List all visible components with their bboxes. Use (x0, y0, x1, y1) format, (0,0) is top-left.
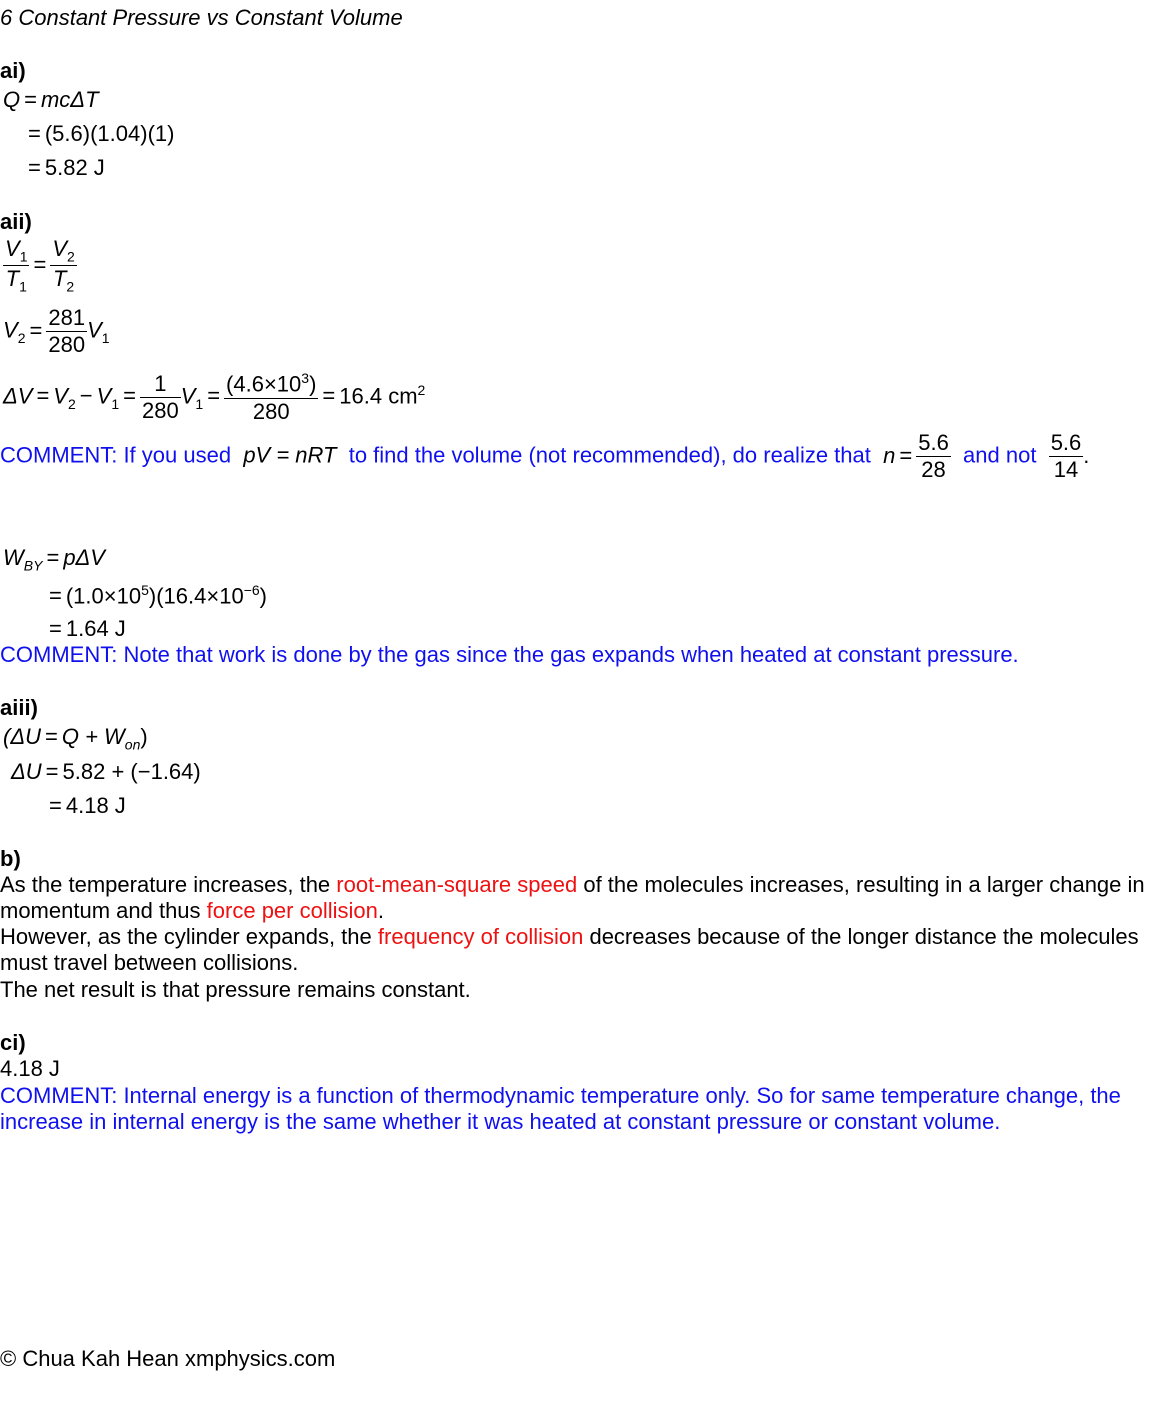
section-label-ai: ai) (0, 58, 26, 83)
equation-aii-charles-law: $\frac{V_1}{T_1}$ = $\frac{V_2}{T_2}$ (5, 236, 75, 295)
equation-aii-work-line1: $W_{BY} = p\Delta V$ (3, 545, 105, 574)
equation-aiii-line1: $(\Delta U = Q + W_{on})$ (3, 724, 148, 753)
comment-aii-moles: COMMENT: If you used pV = nRT to find the volume (not recommended), do realize that n = $\frac{5.6}{28}$ and not $\frac{5.6}{14}$ . (0, 430, 1090, 483)
equation-ai-line1: Q = mcΔT (3, 87, 99, 112)
equation-aiii-line2: ΔU = 5.82 + (−1.64) (11, 759, 201, 784)
equation-aii-work-line2: = $(1.0\times 10^5)(16.4\times 10^{-6})$ (49, 582, 267, 609)
equation-aii-delta-v: $\Delta V = V_2 - V_1$ = $\frac{1}{280}$ $V_1$ = $\frac{(4.6\times 10^3)}{280}$ = 16.4 $cm^2$ (3, 370, 426, 424)
comment-aii-work: COMMENT: Note that work is done by the gas since the gas expands when heated at constant pressure. (0, 642, 1019, 667)
paragraph-b-2: However, as the cylinder expands, the frequency of collision decreases because of the longer distance the molecules must travel between collisions. (0, 924, 1139, 975)
footer-copyright: © Chua Kah Hean xmphysics.com (0, 1346, 336, 1371)
page-title: 6 Constant Pressure vs Constant Volume (0, 5, 403, 30)
equation-ai-line2: = (5.6)(1.04)(1) (28, 121, 175, 146)
section-label-aiii: aiii) (0, 695, 38, 720)
section-label-aii: aii) (0, 209, 32, 234)
section-label-b: b) (0, 846, 21, 871)
paragraph-b-3: The net result is that pressure remains constant. (0, 977, 471, 1002)
equation-aii-work-line3: = 1.64 J (49, 616, 126, 641)
equation-aiii-line3: = 4.18 J (49, 793, 126, 818)
equation-ai-line3: = 5.82 J (28, 155, 105, 180)
paragraph-b-1: As the temperature increases, the root-mean-square speed of the molecules increases, resulting in a larger change in momentum and thus force per collision. (0, 872, 1145, 923)
equation-aii-v2: $V_2$ = $\frac{281}{280}$ $V_1$ (3, 305, 110, 358)
answer-ci: 4.18 J (0, 1056, 60, 1081)
comment-ci: COMMENT: Internal energy is a function of thermodynamic temperature only. So for same temperature change, the increase in internal energy is the same whether it was heated at constant pressure or constant volume. (0, 1083, 1121, 1134)
section-label-ci: ci) (0, 1030, 26, 1055)
